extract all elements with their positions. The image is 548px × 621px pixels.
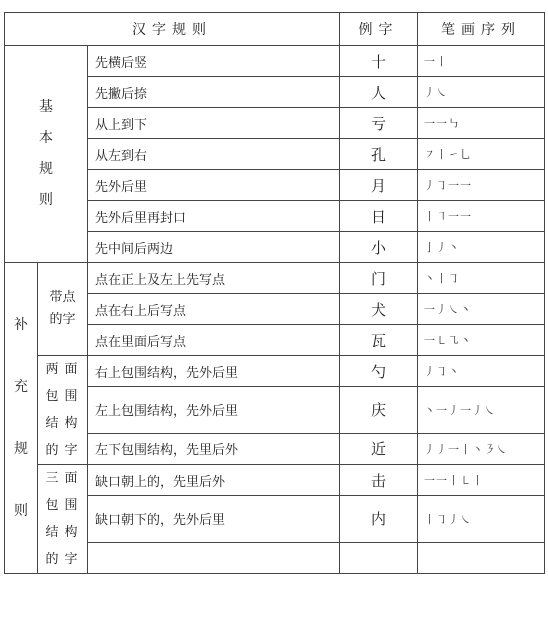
header-order: 笔画序列 [418, 13, 545, 46]
rule-text: 缺口朝下的，先外后里 [88, 496, 340, 542]
stroke-sequence: 丶丨㇆ [418, 263, 545, 294]
rule-text: 缺口朝上的，先里后外 [88, 465, 340, 496]
stroke-sequence: 一丿㇏丶 [418, 294, 545, 325]
table-row [5, 263, 545, 294]
stroke-sequence: ㇇丨㇀乚 [418, 139, 545, 170]
table-row [5, 46, 545, 77]
stroke-order-table [4, 12, 545, 574]
rule-text: 从上到下 [88, 108, 340, 139]
group-label-line: 包围 [45, 498, 84, 513]
basic-rules-label-char: 则 [39, 192, 53, 208]
stroke-sequence: 丿丿一丨丶㇋㇏ [418, 433, 545, 464]
example-char: 人 [340, 77, 418, 108]
example-char: 门 [340, 263, 418, 294]
supplement-rules-label-char: 则 [14, 503, 28, 519]
header-row [5, 13, 545, 46]
stroke-sequence: 丨㇕一一 [418, 201, 545, 232]
example-char: 孔 [340, 139, 418, 170]
example-char: 亏 [340, 108, 418, 139]
example-char: 勺 [340, 356, 418, 387]
header-rules: 汉字规则 [5, 13, 340, 46]
group-label [38, 263, 88, 356]
rule-text: 右上包围结构，先外后里 [88, 356, 340, 387]
rule-text: 先外后里再封口 [88, 201, 340, 232]
basic-rules-label-char: 基 [39, 99, 53, 115]
rule-text: 先撇后捺 [88, 77, 340, 108]
stroke-sequence [418, 542, 545, 573]
stroke-sequence: 丨㇆丿㇏ [418, 496, 545, 542]
header-example: 例字 [340, 13, 418, 46]
group-label-line: 结构 [45, 416, 84, 431]
example-char: 庆 [340, 387, 418, 433]
group-label-line: 的字 [45, 552, 84, 567]
group-label-line: 结构 [45, 525, 84, 540]
rule-text: 点在右上后写点 [88, 294, 340, 325]
rule-text: 先外后里 [88, 170, 340, 201]
stroke-sequence: 一㇄㇈丶 [418, 325, 545, 356]
rule-text: 左上包围结构，先外后里 [88, 387, 340, 433]
stroke-sequence: 一一丨㇄丨 [418, 465, 545, 496]
stroke-sequence: 丿㇏ [418, 77, 545, 108]
stroke-sequence: 亅丿丶 [418, 232, 545, 263]
rule-text [88, 542, 340, 573]
rule-text: 从左到右 [88, 139, 340, 170]
supplement-rules-label-char: 规 [14, 441, 28, 457]
group-label [38, 356, 88, 465]
stroke-sequence: 一丨 [418, 46, 545, 77]
stroke-sequence: 丿㇆丶 [418, 356, 545, 387]
example-char: 瓦 [340, 325, 418, 356]
example-char: 近 [340, 433, 418, 464]
supplement-rules-label [5, 263, 38, 574]
example-char: 犬 [340, 294, 418, 325]
rule-text: 先横后竖 [88, 46, 340, 77]
example-char [340, 542, 418, 573]
table-row [5, 465, 545, 496]
example-char: 日 [340, 201, 418, 232]
basic-rules-label-char: 本 [39, 130, 53, 146]
stroke-sequence: 丿㇆一一 [418, 170, 545, 201]
basic-rules-label-char: 规 [39, 161, 53, 177]
table-row [5, 356, 545, 387]
supplement-rules-label-char: 补 [14, 317, 28, 333]
stroke-sequence: 一一㇉ [418, 108, 545, 139]
group-label-line: 三面 [45, 471, 84, 486]
basic-rules-label [5, 46, 88, 263]
example-char: 十 [340, 46, 418, 77]
group-label-line: 的字 [49, 312, 76, 327]
group-label-line: 两面 [45, 362, 84, 377]
rule-text: 先中间后两边 [88, 232, 340, 263]
example-char: 击 [340, 465, 418, 496]
example-char: 月 [340, 170, 418, 201]
rule-text: 左下包围结构，先里后外 [88, 433, 340, 464]
example-char: 内 [340, 496, 418, 542]
group-label [38, 465, 88, 574]
example-char: 小 [340, 232, 418, 263]
supplement-rules-label-char: 充 [14, 379, 28, 395]
rule-text: 点在里面后写点 [88, 325, 340, 356]
stroke-sequence: 丶一丿一丿㇏ [418, 387, 545, 433]
group-label-line: 的字 [45, 443, 84, 458]
group-label-line: 包围 [45, 389, 84, 404]
group-label-line: 带点 [49, 290, 76, 305]
rule-text: 点在正上及左上先写点 [88, 263, 340, 294]
